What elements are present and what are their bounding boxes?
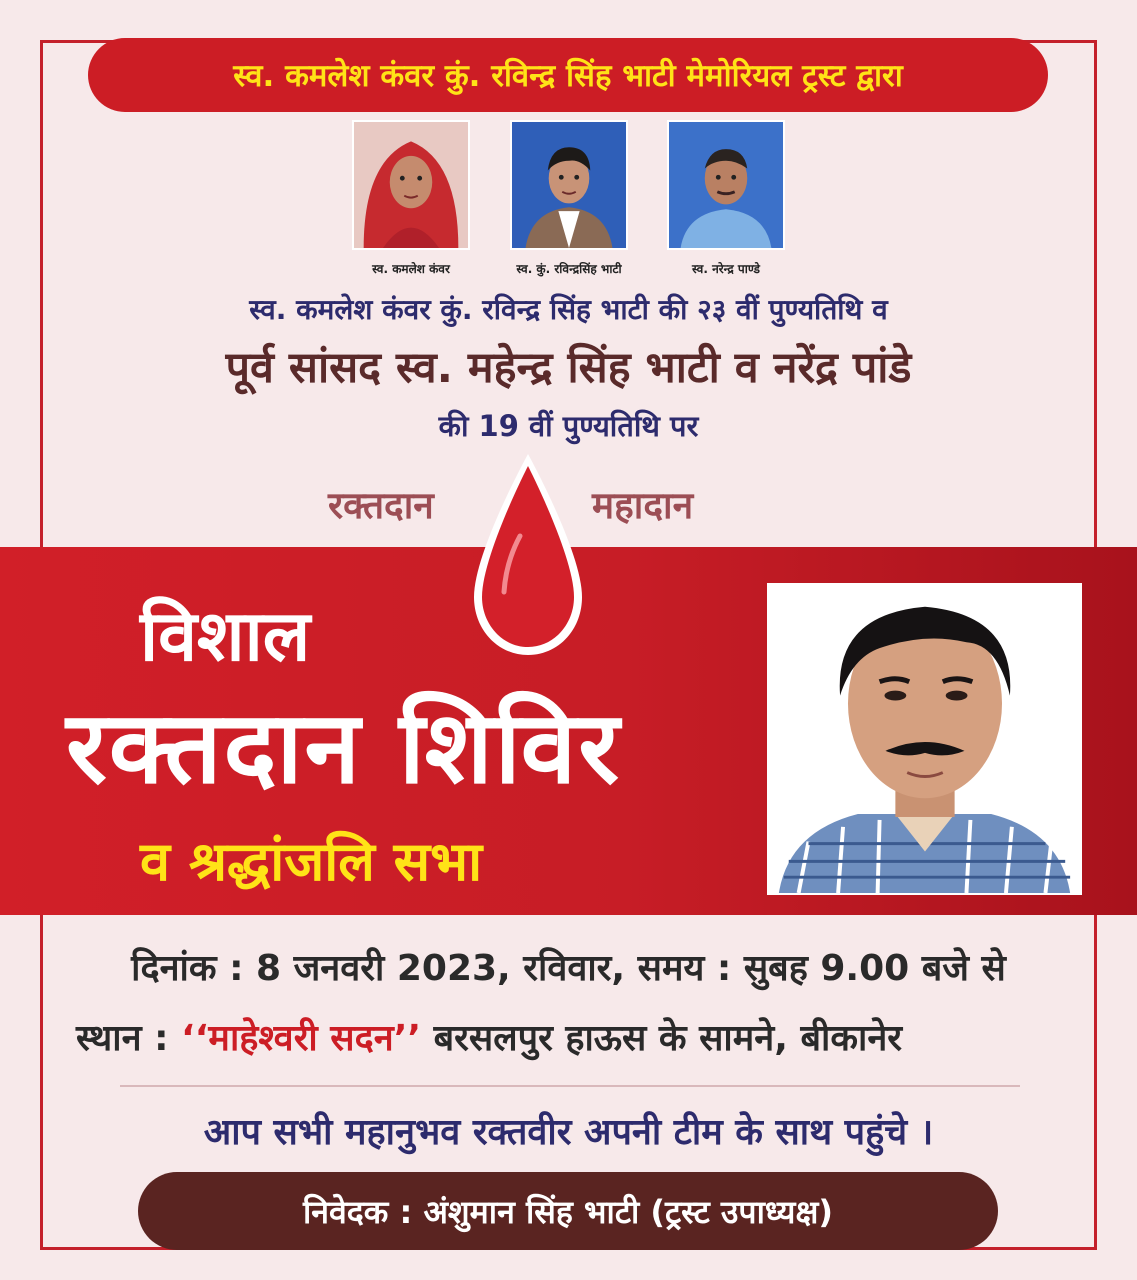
divider (120, 1085, 1020, 1087)
tribute-line-3: की 19 वीं पुण्यतिथि पर (438, 409, 699, 443)
event-date-time: दिनांक : 8 जनवरी 2023, रविवार, समय : सुबह 9.00 बजे से (131, 948, 1006, 989)
slogan-left: रक्तदान (328, 484, 434, 527)
tribute-line-2: पूर्व सांसद स्व. महेन्द्र सिंह भाटी व नरेंद्र पांडे (225, 343, 912, 393)
portrait-ravindra-singh-bhati (510, 120, 628, 250)
slogan-right: महादान (592, 484, 694, 527)
requester-footer: निवेदक : अंशुमान सिंह भाटी (ट्रस्ट उपाध्यक्ष) (138, 1172, 998, 1250)
organizer-photo (767, 583, 1082, 895)
venue-name: ‘‘माहेश्वरी सदन’’ (181, 1018, 422, 1059)
portrait-caption-1: स्व. कमलेश कंवर (372, 262, 450, 276)
event-venue (76, 1012, 1076, 1061)
venue-address: बरसलपुर हाऊस के सामने, बीकानेर (421, 1018, 903, 1059)
blood-drop-icon (468, 452, 588, 657)
venue-label: स्थान : (76, 1018, 182, 1059)
portrait-kamlesh-kanwar (352, 120, 470, 250)
trust-banner: स्व. कमलेश कंवर कुं. रविन्द्र सिंह भाटी मेमोरियल ट्रस्ट द्वारा (88, 38, 1048, 112)
portrait-narendra-pande (667, 120, 785, 250)
portrait-caption-2: स्व. कुं. रविन्द्रसिंह भाटी (516, 262, 622, 276)
title-shraddhanjali-sabha: व श्रद्धांजलि सभा (140, 830, 483, 893)
portrait-caption-3: स्व. नरेन्द्र पाण्डे (692, 262, 760, 276)
appeal-text: आप सभी महानुभव रक्तवीर अपनी टीम के साथ पहुंचे । (203, 1112, 934, 1153)
title-vishal: विशाल (140, 595, 311, 677)
tribute-line-1: स्व. कमलेश कंवर कुं. रविन्द्र सिंह भाटी की २३ वीं पुण्यतिथि व (249, 293, 888, 326)
title-raktdan-shivir: रक्तदान शिविर (66, 689, 622, 806)
